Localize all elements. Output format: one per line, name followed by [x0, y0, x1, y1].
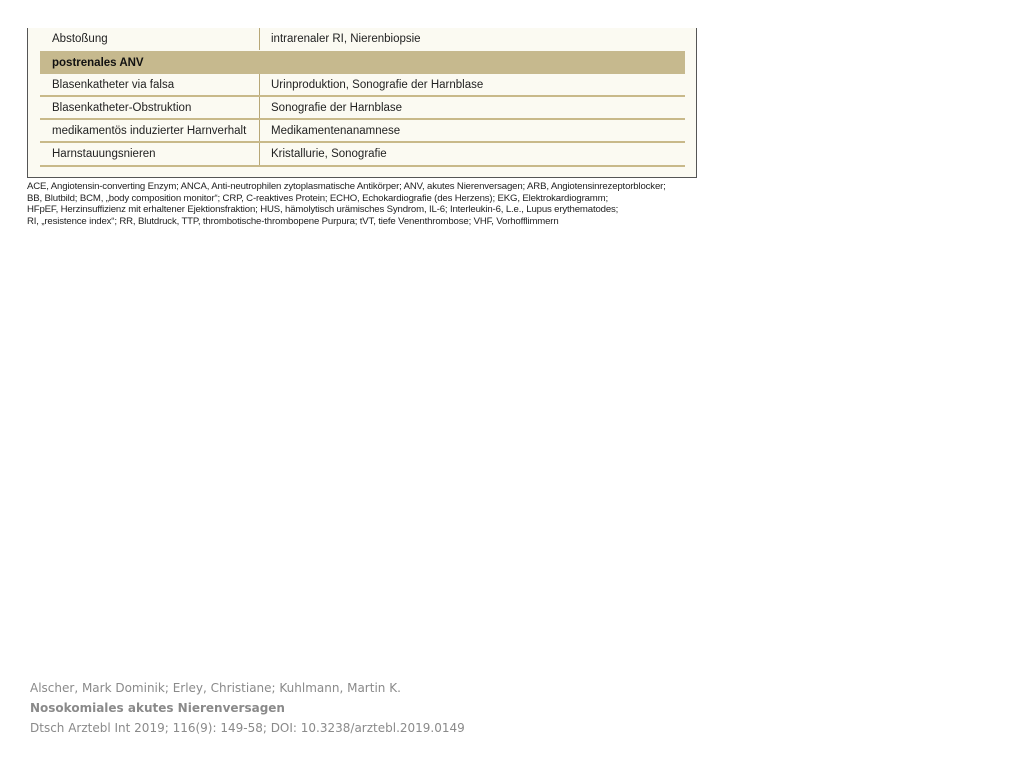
- table-row: [40, 143, 685, 165]
- diagnostic-cell: Sonografie der Harnblase: [271, 102, 403, 114]
- footnote-line: HFpEF, Herzinsuffizienz mit erhaltener Ejektionsfraktion; HUS, hämolytisch urämisches Syndrom, IL-6; Interleukin-6, L.e., Lupus erythematodes;: [27, 204, 619, 216]
- abbreviation-footnote: [27, 181, 699, 227]
- cause-cell: Blasenkatheter-Obstruktion: [40, 97, 260, 119]
- diagnostic-table: [27, 28, 697, 178]
- table-row: [40, 28, 685, 50]
- diagnostic-cell: Kristallurie, Sonografie: [271, 148, 387, 160]
- table-row: [40, 97, 685, 119]
- cause-cell: Blasenkatheter via falsa: [40, 74, 260, 96]
- section-header: postrenales ANV: [40, 51, 685, 74]
- diagnostic-cell: Medikamentenanamnese: [271, 125, 401, 137]
- citation-source: Dtsch Arztebl Int 2019; 116(9): 149-58; DOI: 10.3238/arztebl.2019.0149: [30, 721, 465, 735]
- cause-cell: medikamentös induzierter Harnverhalt: [40, 120, 260, 142]
- table-row: [40, 120, 685, 142]
- footnote-line: BB, Blutbild; BCM, „body composition monitor“; CRP, C-reaktives Protein; ECHO, Echokardiografie (des Herzens); EKG, Elektrokardiogramm;: [27, 192, 608, 204]
- citation-title: Nosokomiales akutes Nierenversagen: [30, 701, 285, 715]
- cause-cell: Abstoßung: [40, 28, 260, 50]
- row-divider: [40, 165, 685, 167]
- table-row: [40, 74, 685, 96]
- diagnostic-cell: Urinproduktion, Sonografie der Harnblase: [271, 79, 484, 91]
- footnote-line: RI, „resistence index“; RR, Blutdruck, TTP, thrombotische-thrombopene Purpura; tVT, tiefe Venenthrombose; VHF, Vorhofflimmern: [27, 215, 559, 227]
- citation-authors: Alscher, Mark Dominik; Erley, Christiane; Kuhlmann, Martin K.: [30, 681, 401, 695]
- citation: [30, 678, 465, 738]
- diagnostic-cell: intrarenaler RI, Nierenbiopsie: [271, 33, 421, 45]
- cause-cell: Harnstauungsnieren: [40, 143, 260, 165]
- footnote-line: ACE, Angiotensin-converting Enzym; ANCA, Anti-neutrophilen zytoplasmatische Antikörper; ANV, akutes Nierenversagen; ARB, Angiotensinrezeptorblocker;: [27, 181, 666, 192]
